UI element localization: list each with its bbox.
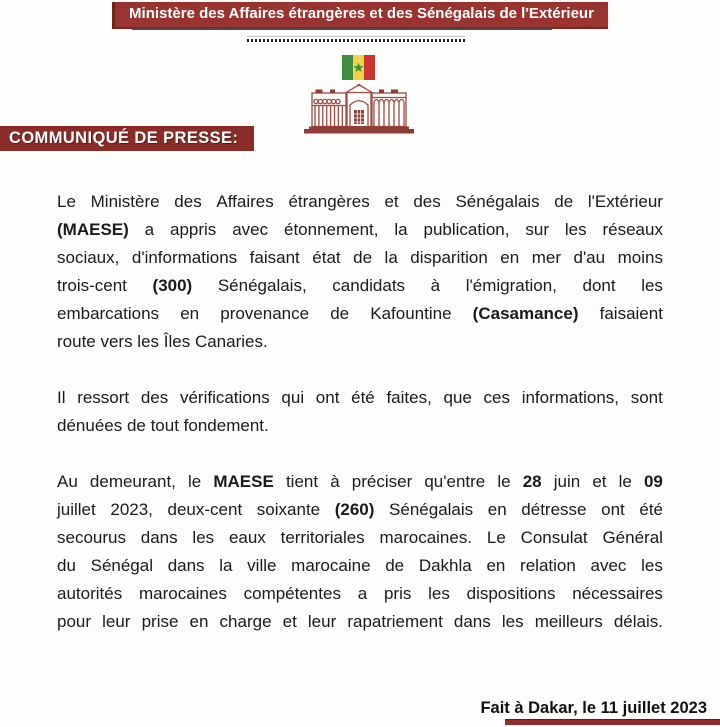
text-line: pour leur prise en charge et leur rapatriement dans les meilleurs délais. — [57, 612, 663, 631]
text-line: embarcations en provenance de Kafountine (Casamance) faisaient — [57, 304, 663, 323]
text-line: Au demeurant, le MAESE tient à préciser qu'entre le 28 juin et le 09 — [57, 472, 663, 491]
ministry-banner — [112, 2, 608, 29]
text-line: (MAESE) a appris avec étonnement, la publication, sur les réseaux — [57, 220, 663, 239]
text-line: juillet 2023, deux-cent soixante (260) Sénégalais en détresse ont été — [57, 500, 663, 519]
text-line: Il ressort des vérifications qui ont été faites, que ces informations, sont — [57, 388, 663, 407]
ministry-banner-title: Ministère des Affaires étrangères et des Sénégalais de l'Extérieur — [129, 5, 594, 22]
dateline: Fait à Dakar, le 11 juillet 2023 — [480, 699, 707, 717]
text-line: trois-cent (300) Sénégalais, candidats à l'émigration, dont les — [57, 276, 663, 295]
text-line: autorités marocaines compétentes a pris les dispositions nécessaires — [57, 584, 663, 603]
communique-label-text: COMMUNIQUÉ DE PRESSE: — [9, 129, 239, 147]
paragraph — [57, 188, 663, 356]
text-line: secourus dans les eaux territoriales marocaines. Le Consulat Général — [57, 528, 663, 547]
footer-bar — [505, 719, 720, 725]
press-release-body — [57, 188, 663, 664]
text-line: route vers les Îles Canaries. — [57, 332, 268, 351]
text-line: dénuées de tout fondement. — [57, 416, 269, 435]
communique-label — [0, 126, 254, 151]
dotted-separator — [247, 36, 465, 42]
text-line: sociaux, d'informations faisant état de la disparition en mer d'au moins — [57, 248, 663, 267]
paragraph — [57, 384, 663, 440]
banner-underline — [132, 28, 552, 30]
senegal-flag-icon — [342, 55, 375, 80]
ministry-building-icon — [302, 84, 416, 136]
text-line: Le Ministère des Affaires étrangères et des Sénégalais de l'Extérieur — [57, 192, 663, 211]
separator-dots — [247, 39, 465, 42]
text-line: du Sénégal dans la ville marocaine de Dakhla en relation avec les — [57, 556, 663, 575]
separator-line — [247, 36, 465, 37]
paragraph — [57, 468, 663, 636]
